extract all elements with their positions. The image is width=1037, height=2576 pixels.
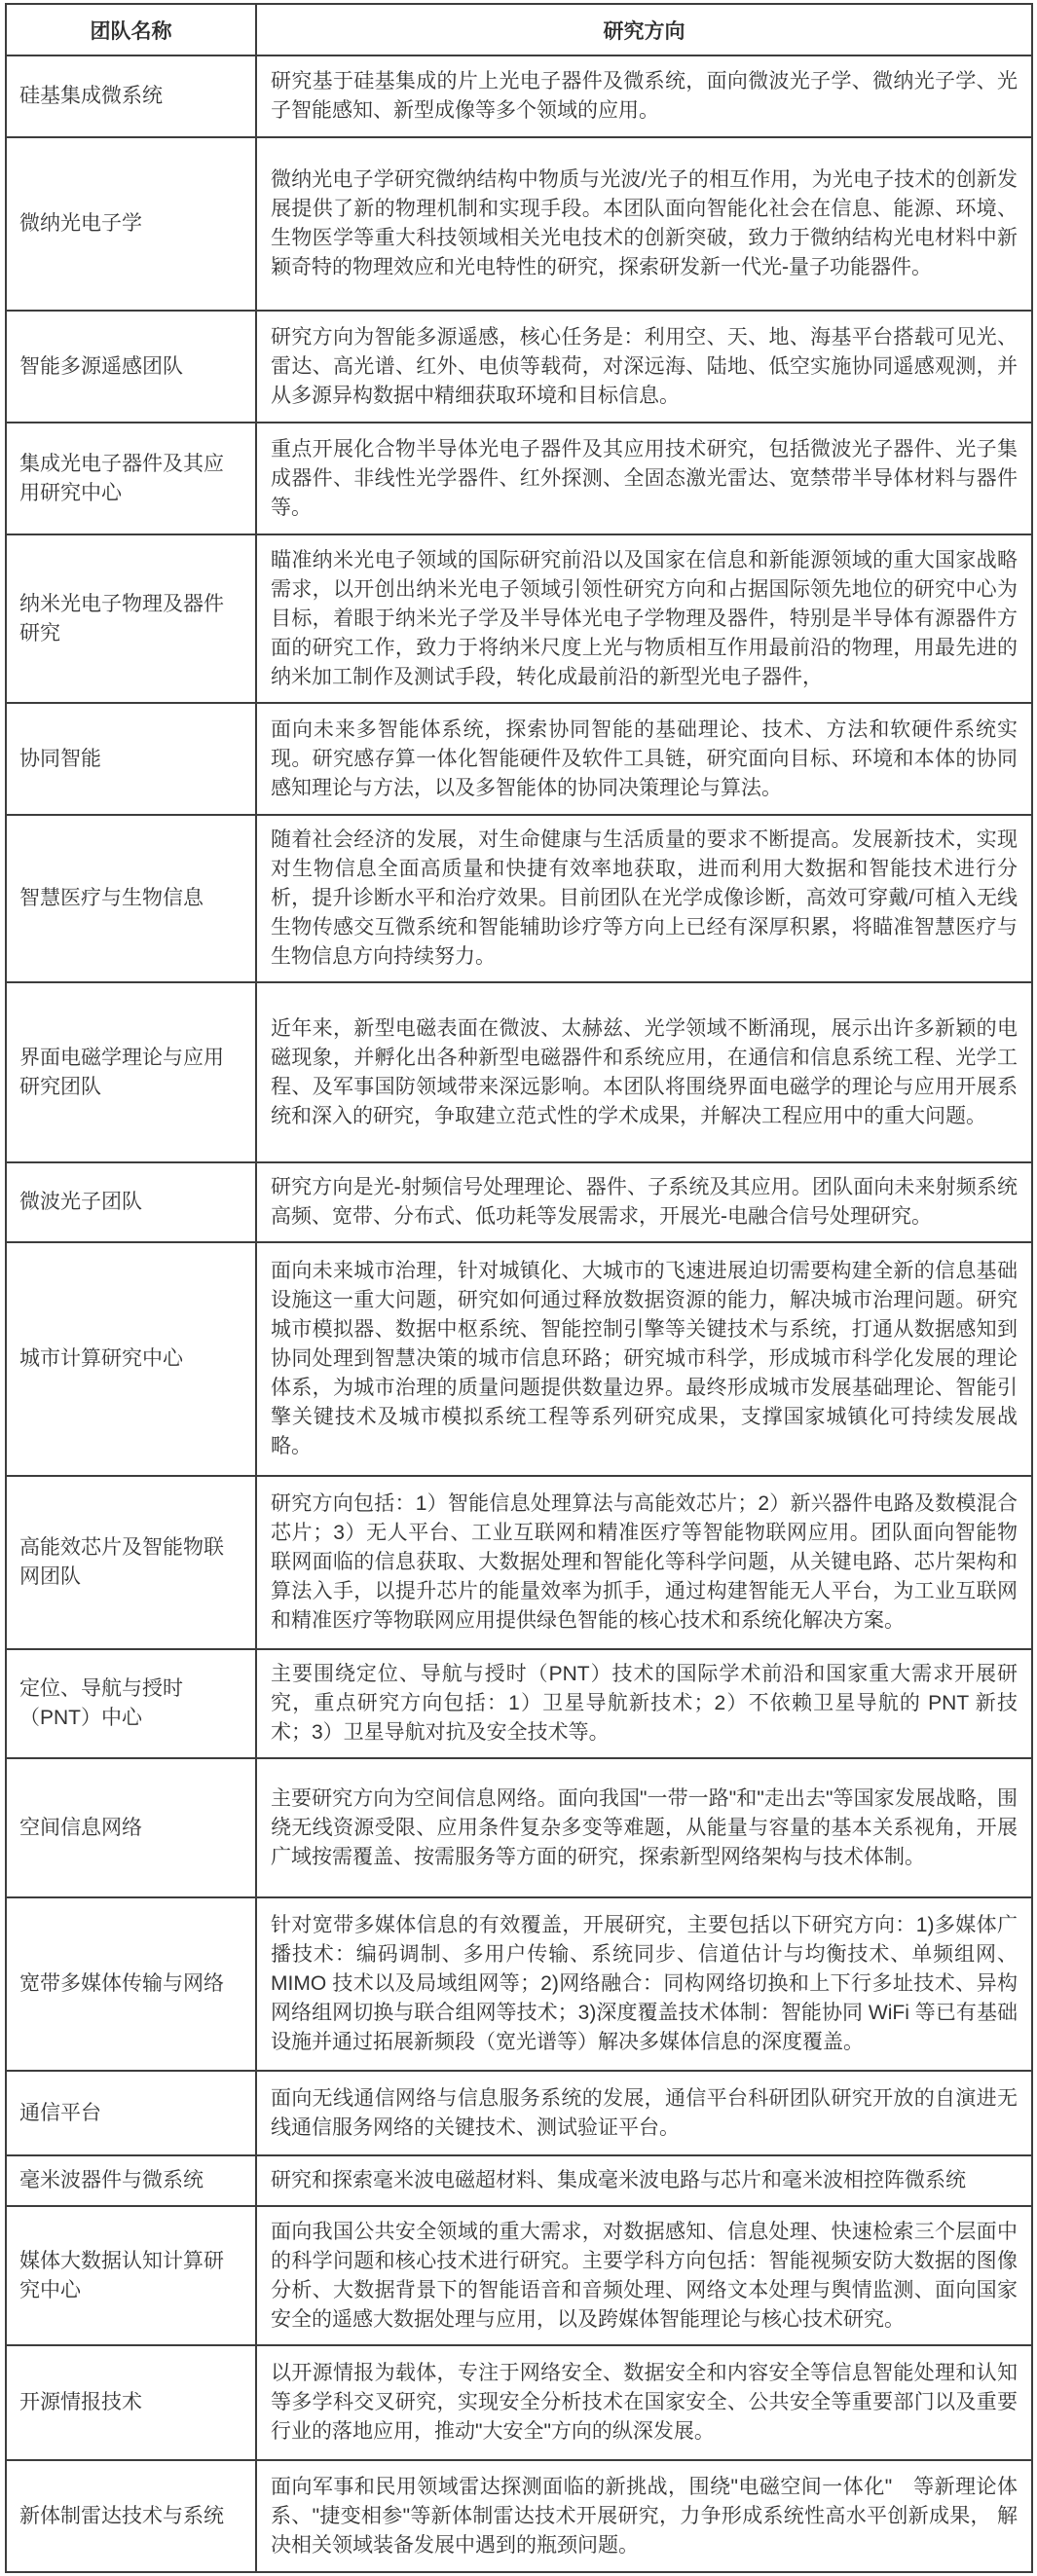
research-direction-cell: 面向军事和民用领域雷达探测面临的新挑战，围绕"电磁空间一体化" 等新理论体系、"捷变相参"等新体制雷达技术开展研究，力争形成系统性高水平创新成果， 解决相关领域装备发展中遇到的瓶颈问题。: [256, 2460, 1032, 2572]
team-name-cell: 高能效芯片及智能物联网团队: [6, 1476, 256, 1649]
table-row: [6, 1242, 1032, 1476]
table-row: [6, 982, 1032, 1162]
research-direction-cell: 主要围绕定位、导航与授时（PNT）技术的国际学术前沿和国家重大需求开展研究，重点研究方向包括：1）卫星导航新技术；2）不依赖卫星导航的 PNT 新技术；3）卫星导航对抗及安全技术等。: [256, 1649, 1032, 1758]
table-row: [6, 815, 1032, 982]
team-name-cell: 微纳光电子学: [6, 137, 256, 311]
table-row: [6, 311, 1032, 423]
team-name-cell: 空间信息网络: [6, 1758, 256, 1897]
team-name-cell: 通信平台: [6, 2071, 256, 2155]
research-direction-header: 研究方向: [256, 4, 1032, 55]
table-row: [6, 137, 1032, 311]
table-row: [6, 2155, 1032, 2206]
research-direction-cell: 研究基于硅基集成的片上光电子器件及微系统，面向微波光子学、微纳光子学、光子智能感知、新型成像等多个领域的应用。: [256, 55, 1032, 137]
team-name-cell: 集成光电子器件及其应用研究中心: [6, 423, 256, 534]
research-direction-cell: 瞄准纳米光电子领域的国际研究前沿以及国家在信息和新能源领域的重大国家战略需求，以开创出纳米光电子领域引领性研究方向和占据国际领先地位的研究中心为目标，着眼于纳米光子学及半导体光电子学物理及器件，特别是半导体有源器件方面的研究工作，致力于将纳米尺度上光与物质相互作用最前沿的物理，用最先进的纳米加工制作及测试手段，转化成最前沿的新型光电子器件，: [256, 534, 1032, 703]
team-name-cell: 智能多源遥感团队: [6, 311, 256, 423]
research-directions-table: [5, 3, 1033, 2573]
team-name-cell: 协同智能: [6, 703, 256, 815]
team-name-header: 团队名称: [6, 4, 256, 55]
table-row: [6, 1758, 1032, 1897]
team-name-cell: 界面电磁学理论与应用研究团队: [6, 982, 256, 1162]
team-name-cell: 媒体大数据认知计算研究中心: [6, 2206, 256, 2345]
header-row: [6, 4, 1032, 55]
team-name-cell: 宽带多媒体传输与网络: [6, 1897, 256, 2071]
table-row: [6, 2460, 1032, 2572]
research-direction-cell: 以开源情报为载体，专注于网络安全、数据安全和内容安全等信息智能处理和认知等多学科交叉研究，实现安全分析技术在国家安全、公共安全等重要部门以及重要行业的落地应用，推动"大安全"方向的纵深发展。: [256, 2345, 1032, 2460]
research-direction-cell: 研究方向为智能多源遥感，核心任务是：利用空、天、地、海基平台搭载可见光、雷达、高光谱、红外、电侦等载荷，对深远海、陆地、低空实施协同遥感观测，并从多源异构数据中精细获取环境和目标信息。: [256, 311, 1032, 423]
table-row: [6, 55, 1032, 137]
research-direction-cell: 研究和探索毫米波电磁超材料、集成毫米波电路与芯片和毫米波相控阵微系统: [256, 2155, 1032, 2206]
team-name-cell: 新体制雷达技术与系统: [6, 2460, 256, 2572]
table-row: [6, 703, 1032, 815]
table-row: [6, 1649, 1032, 1758]
team-name-cell: 定位、导航与授时（PNT）中心: [6, 1649, 256, 1758]
table-row: [6, 1476, 1032, 1649]
research-direction-cell: 近年来，新型电磁表面在微波、太赫兹、光学领域不断涌现，展示出许多新颖的电磁现象，并孵化出各种新型电磁器件和系统应用，在通信和信息系统工程、光学工程、及军事国防领域带来深远影响。本团队将围绕界面电磁学的理论与应用开展系统和深入的研究，争取建立范式性的学术成果，并解决工程应用中的重大问题。: [256, 982, 1032, 1162]
table-row: [6, 1162, 1032, 1242]
table-row: [6, 423, 1032, 534]
research-direction-cell: 微纳光电子学研究微纳结构中物质与光波/光子的相互作用，为光电子技术的创新发展提供了新的物理机制和实现手段。本团队面向智能化社会在信息、能源、环境、生物医学等重大科技领域相关光电技术的创新突破，致力于微纳结构光电材料中新颖奇特的物理效应和光电特性的研究，探索研发新一代光-量子功能器件。: [256, 137, 1032, 311]
table-row: [6, 2071, 1032, 2155]
research-direction-cell: 重点开展化合物半导体光电子器件及其应用技术研究，包括微波光子器件、光子集成器件、非线性光学器件、红外探测、全固态激光雷达、宽禁带半导体材料与器件等。: [256, 423, 1032, 534]
table-row: [6, 534, 1032, 703]
research-direction-cell: 研究方向是光-射频信号处理理论、器件、子系统及其应用。团队面向未来射频系统高频、宽带、分布式、低功耗等发展需求，开展光-电融合信号处理研究。: [256, 1162, 1032, 1242]
research-direction-cell: 面向我国公共安全领域的重大需求，对数据感知、信息处理、快速检索三个层面中的科学问题和核心技术进行研究。主要学科方向包括：智能视频安防大数据的图像分析、大数据背景下的智能语音和音频处理、网络文本处理与舆情监测、面向国家安全的遥感大数据处理与应用，以及跨媒体智能理论与核心技术研究。: [256, 2206, 1032, 2345]
research-direction-cell: 面向无线通信网络与信息服务系统的发展，通信平台科研团队研究开放的自演进无线通信服务网络的关键技术、测试验证平台。: [256, 2071, 1032, 2155]
team-name-cell: 城市计算研究中心: [6, 1242, 256, 1476]
research-direction-cell: 研究方向包括：1）智能信息处理算法与高能效芯片；2）新兴器件电路及数模混合芯片；3）无人平台、工业互联网和精准医疗等智能物联网应用。团队面向智能物联网面临的信息获取、大数据处理和智能化等科学问题，从关键电路、芯片架构和算法入手，以提升芯片的能量效率为抓手，通过构建智能无人平台，为工业互联网和精准医疗等物联网应用提供绿色智能的核心技术和系统化解决方案。: [256, 1476, 1032, 1649]
research-direction-cell: 面向未来城市治理，针对城镇化、大城市的飞速进展迫切需要构建全新的信息基础设施这一重大问题，研究如何通过释放数据资源的能力，解决城市治理问题。研究城市模拟器、数据中枢系统、智能控制引擎等关键技术与系统，打通从数据感知到协同处理到智慧决策的城市信息环路；研究城市科学，形成城市科学化发展的理论体系，为城市治理的质量问题提供数量边界。最终形成城市发展基础理论、智能引擎关键技术及城市模拟系统工程等系列研究成果，支撑国家城镇化可持续发展战略。: [256, 1242, 1032, 1476]
team-name-cell: 开源情报技术: [6, 2345, 256, 2460]
team-name-cell: 硅基集成微系统: [6, 55, 256, 137]
team-name-cell: 毫米波器件与微系统: [6, 2155, 256, 2206]
research-direction-cell: 针对宽带多媒体信息的有效覆盖，开展研究，主要包括以下研究方向：1)多媒体广播技术：编码调制、多用户传输、系统同步、信道估计与均衡技术、单频组网、MIMO 技术以及局域组网等；2)网络融合：同构网络切换和上下行多址技术、异构网络组网切换与联合组网等技术；3)深度覆盖技术体制：智能协同 WiFi 等已有基础设施并通过拓展新频段（宽光谱等）解决多媒体信息的深度覆盖。: [256, 1897, 1032, 2071]
team-name-cell: 纳米光电子物理及器件研究: [6, 534, 256, 703]
table-row: [6, 2206, 1032, 2345]
team-name-cell: 微波光子团队: [6, 1162, 256, 1242]
team-name-cell: 智慧医疗与生物信息: [6, 815, 256, 982]
research-direction-cell: 面向未来多智能体系统，探索协同智能的基础理论、技术、方法和软硬件系统实现。研究感存算一体化智能硬件及软件工具链，研究面向目标、环境和本体的协同感知理论与方法，以及多智能体的协同决策理论与算法。: [256, 703, 1032, 815]
table-row: [6, 1897, 1032, 2071]
research-direction-cell: 主要研究方向为空间信息网络。面向我国"一带一路"和"走出去"等国家发展战略，围绕无线资源受限、应用条件复杂多变等难题，从能量与容量的基本关系视角，开展广域按需覆盖、按需服务等方面的研究，探索新型网络架构与技术体制。: [256, 1758, 1032, 1897]
research-direction-cell: 随着社会经济的发展，对生命健康与生活质量的要求不断提高。发展新技术，实现对生物信息全面高质量和快捷有效率地获取，进而利用大数据和智能技术进行分析，提升诊断水平和治疗效果。目前团队在光学成像诊断，高效可穿戴/可植入无线生物传感交互微系统和智能辅助诊疗等方向上已经有深厚积累，将瞄准智慧医疗与生物信息方向持续努力。: [256, 815, 1032, 982]
table-row: [6, 2345, 1032, 2460]
